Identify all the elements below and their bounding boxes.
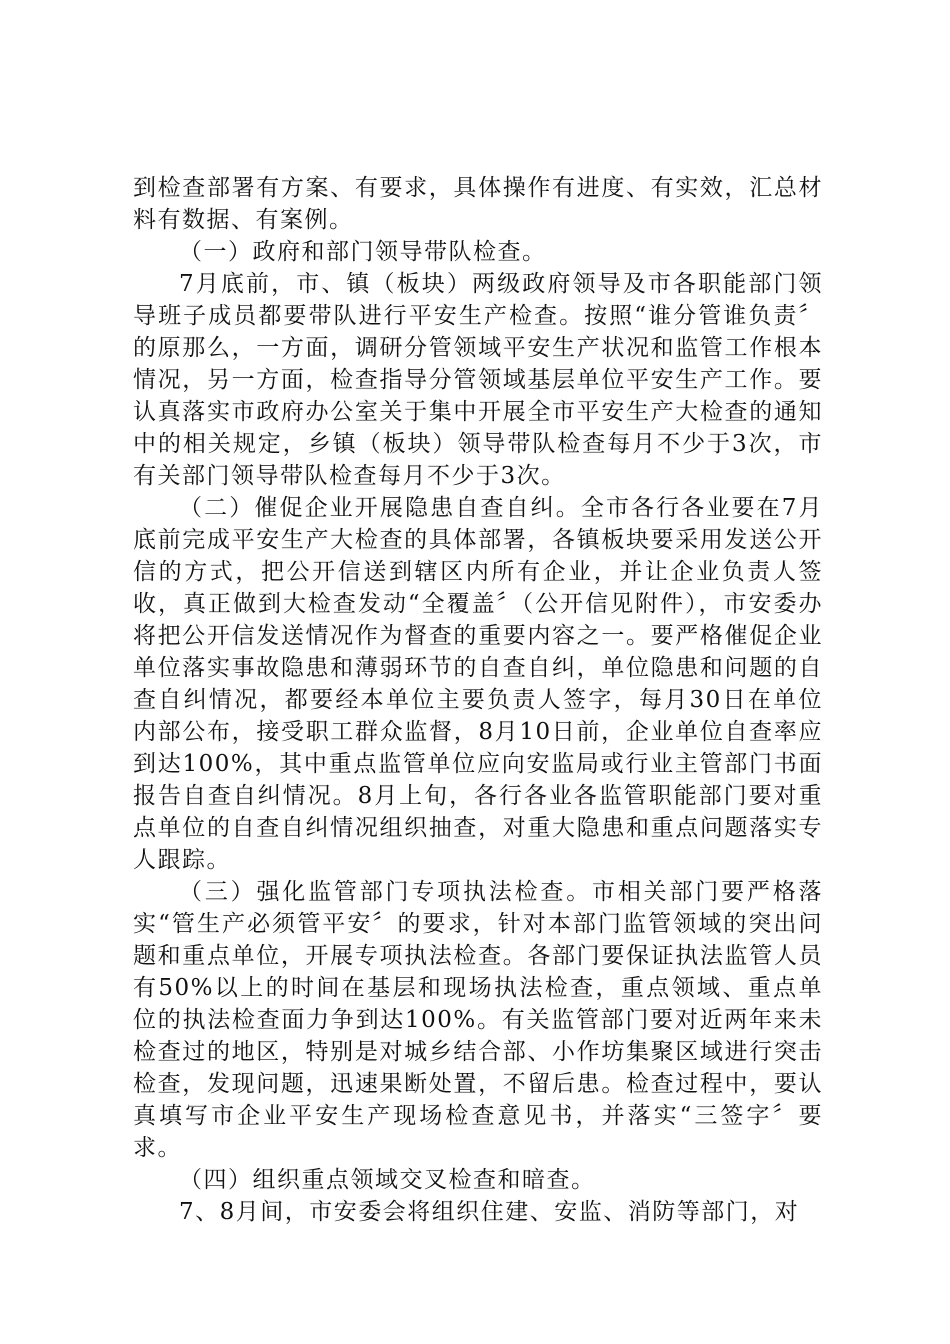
section-heading-1: （一）政府和部门领导带队检查。 [179, 239, 547, 265]
paragraph-section-2: （二）催促企业开展隐患自查自纠。全市各行各业要在7月底前完成平安生产大检查的具体部署，各镇板块要采用发送公开信的方式，把公开信送到辖区内所有企业，并让企业负责人签收，真正做到大检查发动“全覆盖〞（公开信见附件），市安委办将把公开信发送情况作为督查的重要内容之一。要严格催促企业单位落实事故隐患和薄弱环节的自查自纠，单位隐患和问题的自查自纠情况，都要经本单位主要负责人签字，每月30日在单位内部公布，接受职工群众监督，8月10日前，企业单位自查率应到达100%，其中重点监管单位应向安监局或行业主管部门书面报告自查自纠情况。8月上旬，各行各业各监管职能部门要对重点单位的自查自纠情况组织抽查，对重大隐患和重点问题落实专人跟踪。 [133, 495, 823, 873]
paragraph-section-1: 7月底前，市、镇（板块）两级政府领导及市各职能部门领导班子成员都要带队进行平安生产检查。按照“谁分管谁负责〞的原那么，一方面，调研分管领域平安生产状况和监管工作根本情况，另一方面，检查指导分管领域基层单位平安生产工作。要认真落实市政府办公室关于集中开展全市平安生产大检查的通知中的相关规定，乡镇（板块）领导带队检查每月不少于3次，市有关部门领导带队检查每月不少于3次。 [133, 271, 823, 489]
paragraph-section-3: （三）强化监管部门专项执法检查。市相关部门要严格落实“管生产必须管平安〞的要求，针对本部门监管领域的突出问题和重点单位，开展专项执法检查。各部门要保证执法监管人员有50%以上的时间在基层和现场执法检查，重点领域、重点单位的执法检查面力争到达100%。有关监管部门要对近两年来未检查过的地区，特别是对城乡结合部、小作坊集聚区域进行突击检查，发现问题，迅速果断处置，不留后患。检查过程中，要认真填写市企业平安生产现场检查意见书，并落实“三签字〞要求。 [133, 879, 823, 1161]
document-body [133, 172, 823, 1228]
paragraph-continuation: 到检查部署有方案、有要求，具体操作有进度、有实效，汇总材料有数据、有案例。 [133, 175, 823, 233]
paragraph-section-4: 7、8月间，市安委会将组织住建、安监、消防等部门，对 [179, 1199, 800, 1225]
section-heading-4: （四）组织重点领域交叉检查和暗查。 [179, 1167, 596, 1193]
